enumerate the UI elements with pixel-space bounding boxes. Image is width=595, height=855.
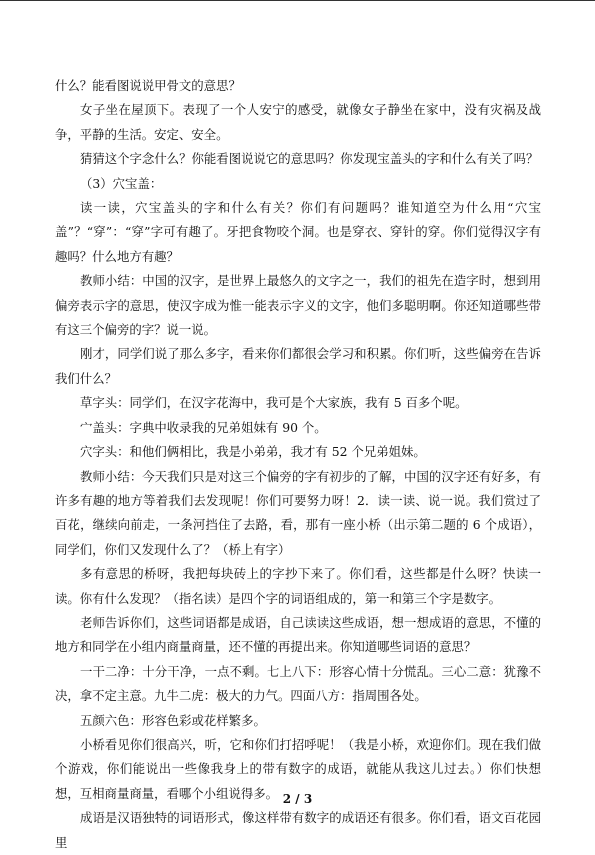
paragraph-4: （3）穴宝盖： (80, 175, 163, 191)
paragraph-7: 刚才，同学们说了那么多字，看来你们都很会学习和积累。你们听，这些偏旁在告诉我们什么？ (55, 346, 541, 386)
paragraph-1: 什么？能看图说说甲骨文的意思？ (55, 78, 241, 93)
paragraph-8: 草字头：同学们，在汉字花海中，我可是个大家族，我有 5 百多个呢。 (80, 395, 468, 411)
top-border-line (0, 0, 595, 1)
paragraph-14: 一干二净：十分干净，一点不剩。七上八下：形容心情十分慌乱。三心二意：犹豫不决，拿不定主意。九牛二虎：极大的力气。四面八方：指周围各处。 (55, 663, 541, 704)
paragraph-16: 小桥看见你们很高兴，听，它和你们打招呼呢！（我是小桥，欢迎你们。现在我们做个游戏，你们能说出一些像我身上的带有数字的成语，就能从我这儿过去。）你们快想想，互相商量商量，看哪个小组说得多。 (55, 736, 541, 801)
paragraph-3: 猜猜这个字念什么？你能看图说说它的意思吗？你发现宝盖头的字和什么有关了吗？ (80, 151, 539, 167)
paragraph-17: 成语是汉语独特的词语形式，像这样带有数字的成语还有很多。你们看，语文百花园里 (55, 810, 541, 850)
document-body (55, 74, 541, 855)
page-number: 2 / 3 (282, 792, 313, 806)
paragraph-11: 教师小结：今天我们只是对这三个偏旁的字有初步的了解，中国的汉字还有好多，有许多有趣的地方等着我们去发现呢！你们可要努力呀！2．读一读、说一说。我们赏过了百花，继续向前走，一条河挡住了去路，看，那有一座小桥（出示第二题的 6 个成语），同学们，你们又发现什么了？（桥上有字） (55, 468, 541, 557)
paragraph-6: 教师小结：中国的汉字，是世界上最悠久的文字之一，我们的祖先在造字时，想到用偏旁表示字的意思，使汉字成为惟一能表示字义的文字，他们多聪明啊。你还知道哪些带有这三个偏旁的字？说一说。 (55, 273, 541, 338)
paragraph-2: 女子坐在屋顶下。表现了一个人安宁的感受，就像女子静坐在家中，没有灾祸及战争，平静的生活。安定、安全。 (55, 102, 541, 142)
paragraph-9: 宀盖头：字典中收录我的兄弟姐妹有 90 个。 (80, 419, 327, 435)
paragraph-13: 老师告诉你们，这些词语都是成语，自己读读这些成语，想一想成语的意思，不懂的地方和同学在小组内商量商量，还不懂的再提出来。你知道哪些词语的意思？ (55, 614, 541, 655)
paragraph-10: 穴字头：和他们俩相比，我是小弟弟，我才有 52 个兄弟姐妹。 (80, 444, 426, 460)
paragraph-15: 五颜六色：形容色彩或花样繁多。 (80, 712, 266, 728)
paragraph-5: 读一读，穴宝盖头的字和什么有关？你们有问题吗？谁知道空为什么用“穴宝盖”？“穿”：“穿”字可有趣了。牙把食物咬个洞。也是穿衣、穿针的穿。你们觉得汉字有趣吗？什么地方有趣？ (55, 200, 541, 264)
paragraph-12: 多有意思的桥呀，我把每块砖上的字抄下来了。你们看，这些都是什么呀？快读一读。你有什么发现？（指名读）是四个字的词语组成的，第一和第三个字是数字。 (55, 566, 541, 606)
